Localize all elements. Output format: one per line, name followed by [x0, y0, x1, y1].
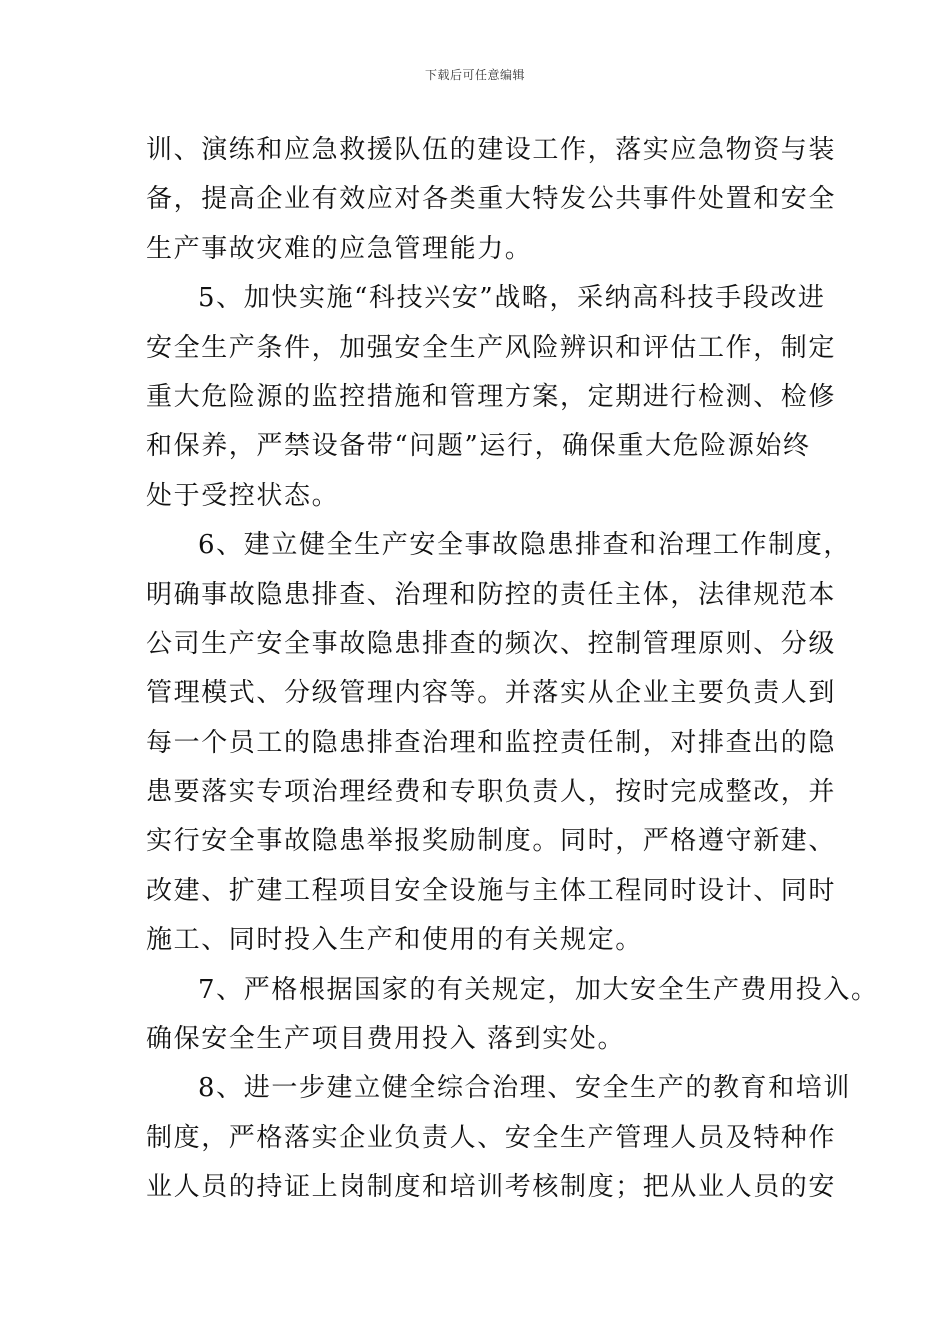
text-line: 确保安全生产项目费用投入 落到实处。 — [146, 1024, 626, 1055]
page-header: 下载后可任意编辑 — [424, 68, 525, 82]
text-line: 明确事故隐患排查、治理和防控的责任主体，法律规范本 — [146, 579, 837, 610]
paragraph-start-line: 8、进一步建立健全综合治理、安全生产的教育和培训 — [198, 1073, 851, 1104]
text-line: 管理模式、分级管理内容等。并落实从企业主要负责人到 — [146, 678, 837, 709]
paragraph-start-line: 5、加快实施“科技兴安”战略，采纳高科技手段改进 — [198, 283, 826, 314]
document-body — [146, 130, 879, 1217]
text-line: 制度，严格落实企业负责人、安全生产管理人员及特种作 — [146, 1122, 837, 1153]
text-line: 处于受控状态。 — [146, 480, 340, 511]
text-line: 施工、同时投入生产和使用的有关规定。 — [146, 925, 643, 956]
text-line: 公司生产安全事故隐患排查的频次、控制管理原则、分级 — [146, 628, 837, 659]
text-line: 业人员的持证上岗制度和培训考核制度；把从业人员的安 — [146, 1172, 837, 1203]
text-line: 备，提高企业有效应对各类重大特发公共事件处置和安全 — [146, 184, 837, 215]
text-line: 生产事故灾难的应急管理能力。 — [146, 233, 533, 264]
text-line: 改建、扩建工程项目安全设施与主体工程同时设计、同时 — [146, 875, 837, 906]
text-line: 重大危险源的监控措施和管理方案，定期进行检测、检修 — [146, 381, 837, 412]
text-line: 实行安全事故隐患举报奖励制度。同时，严格遵守新建、 — [146, 826, 837, 857]
text-line: 每一个员工的隐患排查治理和监控责任制，对排查出的隐 — [146, 727, 837, 758]
text-line: 训、演练和应急救援队伍的建设工作，落实应急物资与装 — [146, 135, 837, 165]
text-line: 安全生产条件，加强安全生产风险辨识和评估工作，制定 — [146, 332, 837, 363]
paragraph-start-line: 7、严格根据国家的有关规定，加大安全生产费用投入。 — [198, 974, 879, 1005]
paragraph-start-line: 6、建立健全生产安全事故隐患排查和治理工作制度， — [198, 530, 851, 561]
text-line: 患要落实专项治理经费和专职负责人，按时完成整改，并 — [146, 777, 837, 808]
text-line: 和保养，严禁设备带“问题”运行，确保重大危险源始终 — [146, 431, 811, 462]
